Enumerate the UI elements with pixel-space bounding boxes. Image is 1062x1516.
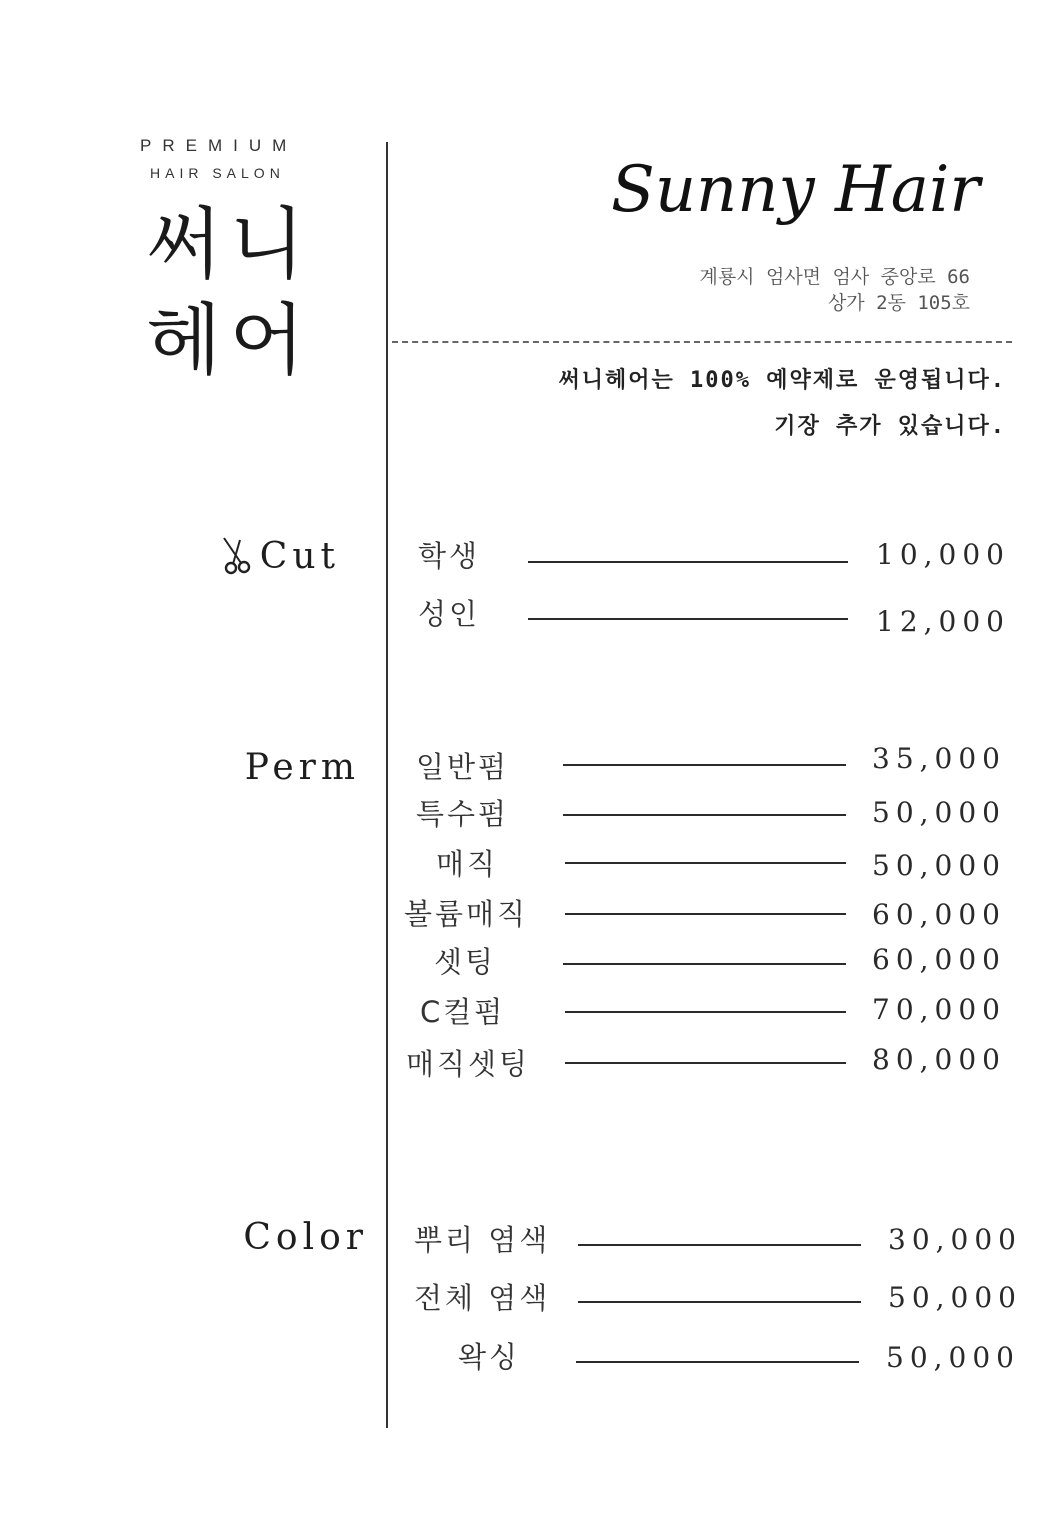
menu-item-price: 50,000: [872, 796, 1006, 829]
leader-line: [565, 1062, 846, 1064]
dashed-separator: [392, 341, 1012, 343]
brand-salon-text: HAIR SALON: [150, 165, 285, 181]
menu-item-name: 일반펌: [416, 750, 510, 784]
brand-name-line1: 써니: [146, 200, 313, 290]
address-line2: 상가 2동 105호: [827, 292, 970, 314]
menu-item-name: 매직셋팅: [406, 1047, 531, 1081]
address-line1: 계룡시 엄사면 엄사 중앙로 66: [699, 266, 970, 288]
menu-item-price: 50,000: [886, 1341, 1020, 1374]
menu-item-price: 60,000: [872, 898, 1006, 931]
menu-item-name: 특수펌: [416, 797, 510, 831]
category-cut-label: Cut: [259, 536, 340, 577]
leader-line: [578, 1244, 861, 1246]
menu-item-price: 10,000: [876, 538, 1010, 571]
category-color-label: Color: [243, 1217, 368, 1258]
leader-line: [563, 963, 846, 965]
leader-line: [565, 913, 846, 915]
menu-item-name: C컬펌: [420, 995, 506, 1029]
notice-line2: 기장 추가 있습니다.: [774, 414, 1006, 439]
brand-name-line2: 헤어: [146, 296, 313, 386]
leader-line: [563, 814, 846, 816]
menu-item-price: 60,000: [872, 943, 1006, 976]
leader-line: [565, 862, 846, 864]
leader-line: [565, 1011, 846, 1013]
menu-item-price: 35,000: [872, 742, 1006, 775]
menu-item-name: 뿌리 염색: [414, 1223, 551, 1257]
menu-item-price: 50,000: [888, 1281, 1022, 1314]
menu-item-name: 학생: [418, 539, 481, 573]
leader-line: [576, 1361, 859, 1363]
leader-line: [563, 764, 846, 766]
menu-item-name: 성인: [418, 597, 481, 631]
menu-item-name: 전체 염색: [414, 1281, 551, 1315]
menu-item-price: 12,000: [876, 605, 1010, 638]
category-cut: [200, 535, 340, 579]
leader-line: [528, 618, 848, 620]
menu-item-price: 30,000: [888, 1223, 1022, 1256]
brand-premium-text: PREMIUM: [140, 136, 298, 155]
menu-item-price: 70,000: [872, 993, 1006, 1026]
menu-item-name: 셋팅: [434, 945, 497, 979]
leader-line: [578, 1301, 861, 1303]
menu-item-price: 50,000: [872, 849, 1006, 882]
menu-item-name: 매직: [436, 847, 499, 881]
vertical-divider: [386, 142, 388, 1428]
scissors-icon: [220, 536, 254, 576]
category-perm-label: Perm: [244, 747, 360, 788]
notice-line1: 써니헤어는 100% 예약제로 운영됩니다.: [558, 368, 1006, 393]
menu-item-name: 왁싱: [458, 1340, 521, 1374]
menu-item-name: 볼륨매직: [404, 897, 529, 931]
menu-item-price: 80,000: [872, 1043, 1006, 1076]
salon-title: Sunny Hair: [610, 153, 980, 227]
leader-line: [528, 561, 848, 563]
